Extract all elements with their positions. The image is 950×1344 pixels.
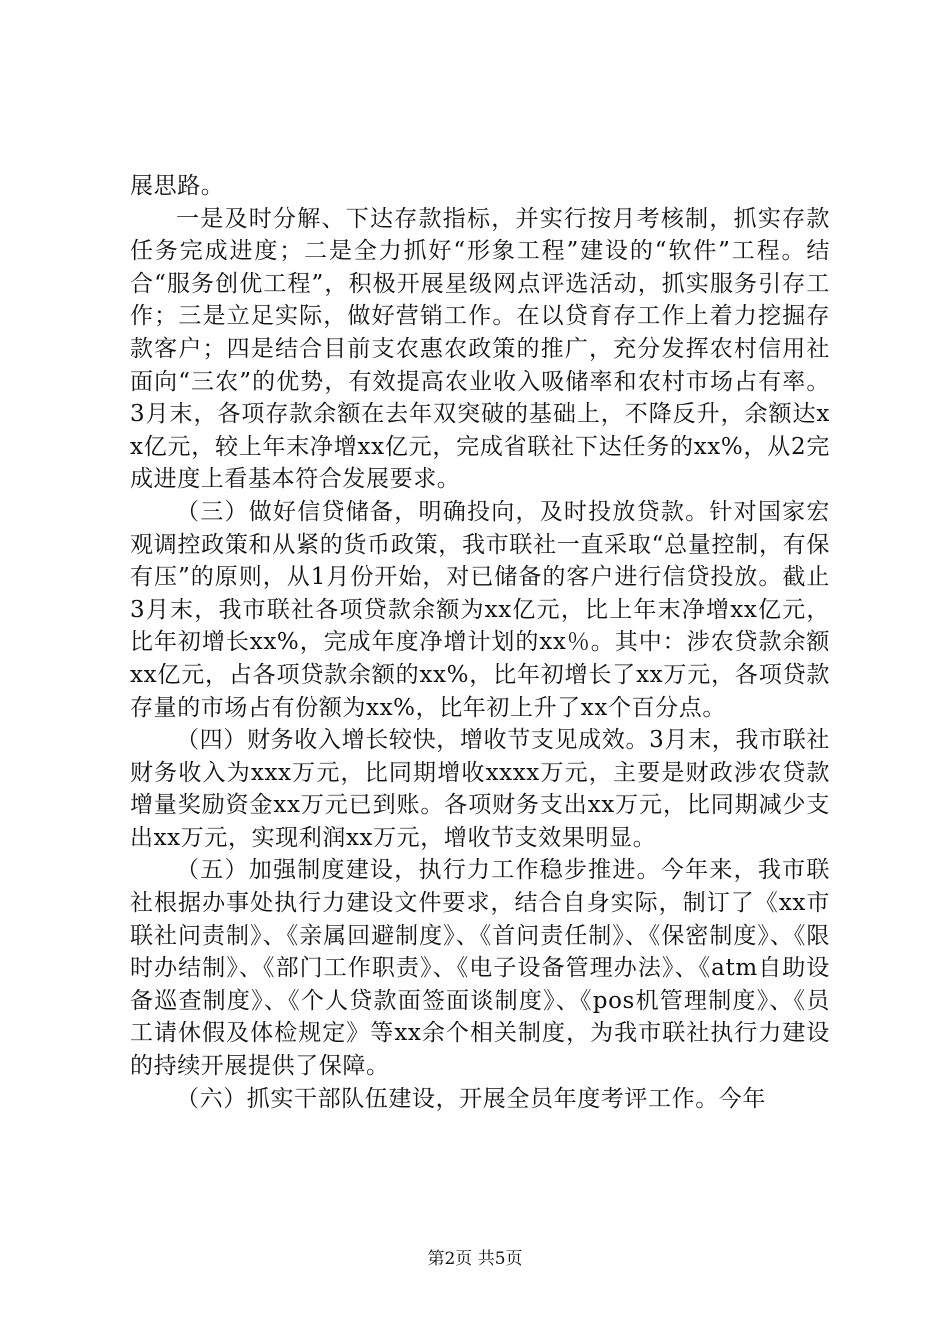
paragraph: 展思路。 — [130, 173, 225, 199]
paragraph: （三）做好信贷储备，明确投向，及时投放贷款。针对国家宏观调控政策和从紧的货币政策，我市联社一直采取“总量控制，有保有压”的原则，从1月份开始，对已储备的客户进行信贷投放。截止3月末，我市联社各项贷款余额为xx亿元，比上年末净增xx亿元，比年初增长xx%，完成年度净增计划的xx％。其中：涉农贷款余额xx亿元，占各项贷款余额的xx%，比年初增长了xx万元，各项贷款存量的市场占有份额为xx%，比年初上升了xx个百分点。 — [130, 498, 830, 721]
page-footer: 第2页 共5页 — [427, 1249, 523, 1269]
paragraph: （六）抓实干部队伍建设，开展全员年度考评工作。今年 — [176, 1085, 766, 1112]
document-body — [130, 170, 830, 1115]
paragraph: 一是及时分解、下达存款指标，并实行按月考核制，抓实存款任务完成进度；二是全力抓好“形象工程”建设的“软件”工程。结合“服务创优工程”，积极开展星级网点评选活动，抓实服务引存工作；三是立足实际，做好营销工作。在以贷育存工作上着力挖掘存款客户；四是结合目前支农惠农政策的推广，充分发挥农村信用社面向“三农”的优势，有效提高农业收入吸储率和农村市场占有率。3月末，各项存款余额在去年双突破的基础上，不降反升，余额达xx亿元，较上年末净增xx亿元，完成省联社下达任务的xx%，从2完成进度上看基本符合发展要求。 — [130, 205, 830, 493]
paragraph: （五）加强制度建设，执行力工作稳步推进。今年来，我市联社根据办事处执行力建设文件要求，结合自身实际，制订了《xx市联社问责制》、《亲属回避制度》、《首问责任制》、《保密制度》、《限时办结制》、《部门工作职责》、《电子设备管理办法》、《atm自助设备巡查制度》、《个人贷款面签面谈制度》、《pos机管理制度》、《员工请休假及体检规定》等xx余个相关制度，为我市联社执行力建设的持续开展提供了保障。 — [130, 857, 830, 1080]
paragraph: （四）财务收入增长较快，增收节支见成效。3月末，我市联社财务收入为xxx万元，比同期增收xxxx万元，主要是财政涉农贷款增量奖励资金xx万元已到账。各项财务支出xx万元，比同期减少支出xx万元，实现利润xx万元，增收节支效果明显。 — [130, 727, 830, 851]
